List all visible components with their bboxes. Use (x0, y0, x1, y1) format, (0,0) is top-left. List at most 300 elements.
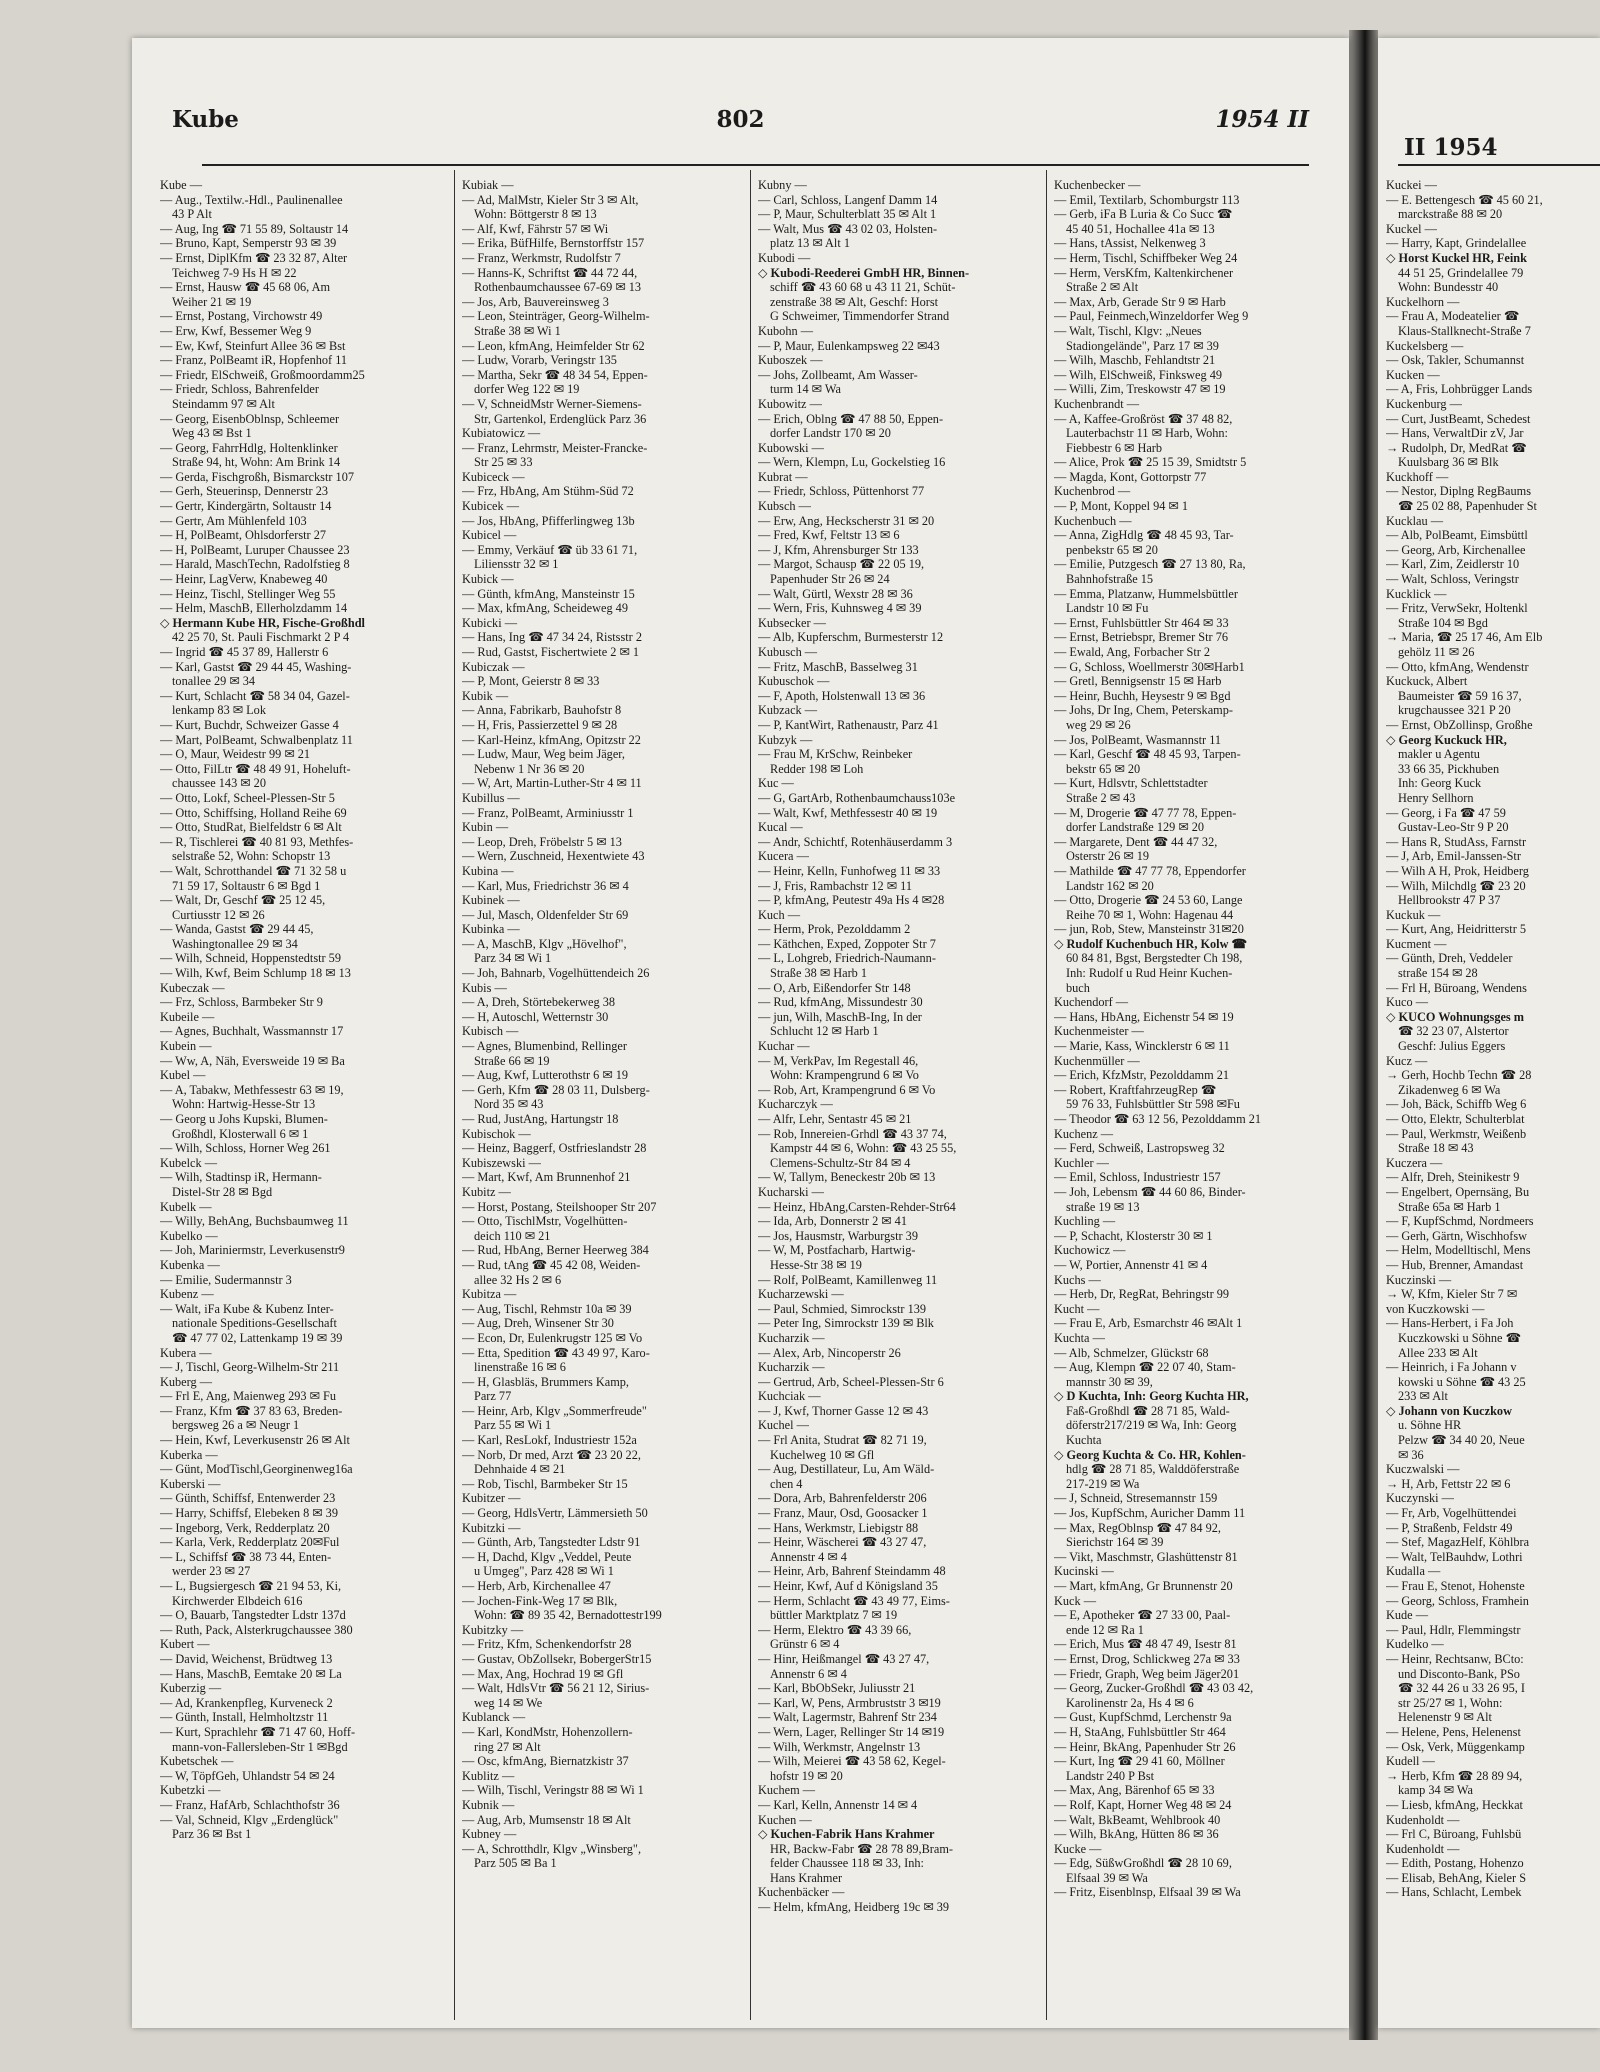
directory-entry-line: — Franz, PolBeamt, Arminiusstr 1 (462, 805, 634, 820)
directory-entry-line: — Friedr, Schloss, Püttenhorst 77 (758, 484, 925, 499)
name-heading: Kuc — (758, 776, 794, 791)
directory-entry-line: — Herm, Elektro ☎ 43 39 66, (758, 1622, 912, 1637)
name-heading: Kubuschok — (758, 674, 830, 689)
directory-entry-line: Osterstr 26 ✉ 19 (1066, 849, 1150, 864)
directory-entry-line: — Walt, HdlsVtr ☎ 56 21 12, Sirius- (462, 1681, 650, 1696)
directory-entry-line: — Franz, Kfm ☎ 37 83 63, Breden- (160, 1403, 343, 1418)
directory-entry-line: — Heinr, Wäscherei ☎ 43 27 47, (758, 1535, 927, 1550)
directory-entry-line: Liliensstr 32 ✉ 1 (474, 557, 559, 572)
directory-entry-line: u. Söhne HR (1398, 1418, 1462, 1433)
directory-entry-line: — jun, Wilh, MaschB-Ing, In der (758, 1009, 922, 1024)
directory-entry-line: — Hans, Werkmstr, Liebigstr 88 (758, 1520, 919, 1535)
name-heading: Kudelko — (1386, 1637, 1444, 1652)
directory-entry-line: — Etta, Spedition ☎ 43 49 97, Karo- (462, 1345, 650, 1360)
name-heading: Kuckhoff — (1386, 469, 1449, 484)
directory-entry-line: — Paul, Hdlr, Flemmingstr (1386, 1622, 1521, 1637)
directory-entry-line: — Hans R, StudAss, Farnstr (1386, 834, 1527, 849)
directory-entry-line: — Emma, Platzanw, Hummelsbüttler (1054, 586, 1238, 601)
directory-entry-line: deich 110 ✉ 21 (474, 1228, 551, 1243)
name-heading: Kuckel — (1386, 221, 1437, 236)
directory-entry-line: Gustav-Leo-Str 9 P 20 (1398, 820, 1509, 835)
directory-entry-line: — Heinr, Buchh, Heysestr 9 ✉ Bgd (1054, 688, 1231, 703)
directory-entry-line: — Herb, Dr, RegRat, Behringstr 99 (1054, 1287, 1230, 1302)
directory-entry-line: — Gertr, Am Mühlenfeld 103 (160, 513, 307, 528)
directory-entry-line: — Wilh, ElSchweiß, Finksweg 49 (1054, 367, 1223, 382)
directory-entry-line: Hesse-Str 38 ✉ 19 (770, 1257, 862, 1272)
name-heading: Kublitz — (462, 1768, 515, 1783)
directory-entry-line: — Wilh, Stadtinsp iR, Hermann- (160, 1170, 322, 1185)
directory-entry-line: Washingtonallee 29 ✉ 34 (172, 936, 298, 951)
directory-entry-line: — Anna, Fabrikarb, Bauhofstr 8 (462, 703, 622, 718)
directory-entry-line: Weiher 21 ✉ 19 (172, 294, 252, 309)
directory-entry-line: — Frau M, KrSchw, Reinbeker (758, 747, 913, 762)
directory-entry-line: Straße 94, ht, Wohn: Am Brink 14 (172, 455, 341, 470)
directory-entry-line: — Alfr, Dreh, Steinikestr 9 (1386, 1170, 1520, 1185)
page-header (172, 96, 1309, 136)
directory-entry-line: — Gretl, Bennigsenstr 15 ✉ Harb (1054, 674, 1222, 689)
directory-entry-line: — Fr, Arb, Vogelhüttendei (1386, 1506, 1517, 1521)
directory-entry-line: — Paul, Werkmstr, Weißenb (1386, 1126, 1527, 1141)
directory-entry-line: — Hans, Schlacht, Lembek (1386, 1885, 1522, 1900)
directory-entry-line: — Emil, Textilarb, Schomburgstr 113 (1054, 192, 1240, 207)
name-heading: Kubny — (758, 178, 807, 192)
directory-entry-line: — Kurt, Ing ☎ 29 41 60, Möllner (1054, 1754, 1225, 1769)
directory-entry-line: turm 14 ✉ Wa (770, 382, 841, 397)
directory-entry-line: Parz 77 (474, 1389, 512, 1404)
directory-entry-line: — Heinz, Baggerf, Ostfrieslandstr 28 (462, 1141, 647, 1156)
name-heading: Kuchciak — (758, 1389, 821, 1404)
directory-entry-line: — Hanns-K, Schriftst ☎ 44 72 44, (462, 265, 638, 280)
directory-entry-line: büttler Marktplatz 7 ✉ 19 (770, 1608, 898, 1623)
directory-entry-line: — Edg, SüßwGroßhdl ☎ 28 10 69, (1054, 1856, 1232, 1871)
directory-entry-line: — Franz, Werkmstr, Rudolfstr 7 (462, 250, 621, 265)
directory-entry-line: — Rud, tAng ☎ 45 42 08, Weiden- (462, 1257, 641, 1272)
directory-entry-line: — Otto, TischlMstr, Vogelhütten- (462, 1214, 628, 1229)
name-heading: Kubiceck — (462, 469, 525, 484)
directory-entry-line: 44 51 25, Grindelallee 79 (1398, 265, 1524, 280)
directory-entry-line: — Max, Ang, Hochrad 19 ✉ Gfl (462, 1666, 624, 1681)
directory-entry-line: Wohn: Bundesstr 40 (1398, 280, 1499, 295)
directory-entry-line: — Emmy, Verkäuf ☎ üb 33 61 71, (462, 542, 638, 557)
directory-entry-line: — Günth, Arb, Tangstedter Ldstr 91 (462, 1535, 641, 1550)
name-heading: Kubowski — (758, 440, 824, 455)
directory-entry-line: Parz 34 ✉ Wi 1 (474, 951, 552, 966)
directory-entry-line: — Horst, Postang, Steilshooper Str 207 (462, 1199, 657, 1214)
directory-entry-line: — Harald, MaschTechn, Radolfstieg 8 (160, 557, 350, 572)
name-heading: Kubnik — (462, 1797, 515, 1812)
name-heading: Kuberski — (160, 1476, 221, 1491)
directory-entry-line: — Mart, PolBeamt, Schwalbenplatz 11 (160, 732, 353, 747)
directory-entry-line: — Rud, JustAng, Hartungstr 18 (462, 1112, 619, 1126)
directory-entry-line: Clemens-Schultz-Str 84 ✉ 4 (770, 1155, 911, 1170)
name-heading: Kubelck — (160, 1155, 218, 1170)
name-heading: Kubetzki — (160, 1783, 221, 1798)
directory-entry-line: — Gertrud, Arb, Scheel-Plessen-Str 6 (758, 1374, 944, 1389)
directory-entry-line: 71 59 17, Soltaustr 6 ✉ Bgd 1 (172, 878, 321, 893)
directory-entry-line: — Walt, Schloss, Veringstr (1386, 572, 1519, 587)
directory-entry-line: bergsweg 26 a ✉ Neugr 1 (172, 1418, 300, 1433)
directory-entry-line: — Friedr, ElSchweiß, Großmoordamm25 (160, 367, 365, 382)
name-heading: Kucz — (1386, 1053, 1428, 1068)
name-heading: Kuckelhorn — (1386, 294, 1460, 309)
directory-entry-line: — Gertr, Kindergärtn, Soltaustr 14 (160, 499, 332, 514)
directory-entry-line: Baumeister ☎ 59 16 37, (1398, 688, 1522, 703)
directory-entry-line: — Hans-Herbert, i Fa Joh (1386, 1316, 1514, 1331)
directory-entry-line: Allee 233 ✉ Alt (1398, 1345, 1478, 1360)
directory-entry-line: — O, Arb, Eißendorfer Str 148 (758, 980, 911, 995)
directory-entry-line: ◇ Kuchen-Fabrik Hans Krahmer (758, 1827, 935, 1842)
name-heading: Kubelko — (160, 1228, 218, 1243)
directory-entry-line: — Frl C, Büroang, Fuhlsbü (1386, 1827, 1522, 1842)
directory-entry-line: — Gerda, Fischgroßh, Bismarckstr 107 (160, 469, 354, 484)
directory-entry-line: — Joh, Bahnarb, Vogelhüttendeich 26 (462, 966, 650, 981)
directory-entry-line: — Karl, Mus, Friedrichstr 36 ✉ 4 (462, 878, 629, 893)
name-heading: Kudell — (1386, 1754, 1435, 1769)
directory-entry-line: ☎ 32 44 26 u 33 26 95, I (1398, 1681, 1526, 1696)
directory-entry-line: Wohn: ☎ 89 35 42, Bernadottestr199 (474, 1608, 662, 1623)
name-heading: Kuchenbuch — (1054, 513, 1132, 528)
name-heading: Kubik — (462, 688, 509, 703)
name-heading: Kubrat — (758, 469, 808, 484)
directory-entry-line: — J, Kwf, Thorner Gasse 12 ✉ 43 (758, 1403, 929, 1418)
name-heading: Kuckenburg — (1386, 396, 1462, 411)
directory-entry-line: — Curt, JustBeamt, Schedest (1386, 411, 1531, 426)
directory-entry-line: Parz 505 ✉ Ba 1 (474, 1856, 557, 1871)
directory-entry-line: — Jochen-Fink-Weg 17 ✉ Blk, (462, 1593, 618, 1608)
directory-entry-line: Straße 2 ✉ Alt (1066, 280, 1139, 295)
directory-entry-line: krugchaussee 321 P 20 (1398, 703, 1511, 718)
directory-entry-line: Hellbrookstr 47 P 37 (1398, 893, 1501, 908)
name-heading: Kude — (1386, 1608, 1429, 1623)
directory-entry-line: → Gerh, Hochb Techn ☎ 28 (1386, 1068, 1532, 1083)
directory-entry-line: — Ernst, DiplKfm ☎ 23 32 87, Alter (160, 250, 348, 265)
directory-entry-line: — Frau E, Stenot, Hohenste (1386, 1579, 1525, 1593)
directory-entry-line: Faß-Großhdl ☎ 28 71 85, Wald- (1066, 1403, 1230, 1418)
name-heading: Kuchen — (758, 1812, 812, 1827)
name-heading: Kucharski — (758, 1184, 824, 1199)
directory-entry-line: — Rud, kfmAng, Missundestr 30 (758, 995, 923, 1010)
directory-entry-line: → Herb, Kfm ☎ 28 89 94, (1386, 1768, 1523, 1783)
name-heading: Kucment — (1386, 936, 1447, 951)
directory-entry-line: — Rolf, Kapt, Horner Weg 48 ✉ 24 (1054, 1797, 1232, 1812)
directory-entry-line: Steindamm 97 ✉ Alt (172, 396, 275, 411)
directory-entry-line: — Wern, Klempn, Lu, Gockelstieg 16 (758, 455, 946, 470)
directory-entry-line: — Ewald, Ang, Forbacher Str 2 (1054, 645, 1211, 659)
directory-entry-line: chen 4 (770, 1476, 803, 1491)
directory-entry-line: — Osk, Verk, Müggenkamp (1386, 1739, 1525, 1754)
name-heading: Kuckuk — (1386, 907, 1441, 922)
directory-entry-line: — Karl, BbObSekr, Juliusstr 21 (758, 1681, 916, 1696)
directory-entry-line: — Frl Anita, Studrat ☎ 82 71 19, (758, 1433, 927, 1448)
directory-entry-line: — P, Schacht, Klosterstr 30 ✉ 1 (1054, 1228, 1213, 1243)
name-heading: Kuberka — (160, 1447, 218, 1462)
directory-entry-line: — W, M, Postfacharb, Hartwig- (758, 1243, 916, 1258)
directory-entry-line: — Ernst, ObZollinsp, Großhe (1386, 717, 1533, 732)
name-heading: Kubick — (462, 572, 514, 587)
directory-entry-line: ✉ 36 (1398, 1447, 1424, 1462)
directory-entry-line: — Walt, Kwf, Methfessestr 40 ✉ 19 (758, 805, 938, 820)
directory-entry-line: Landstr 10 ✉ Fu (1066, 601, 1149, 616)
directory-entry-line: — H, Dachd, Klgv „Veddel, Peute (462, 1549, 632, 1564)
directory-entry-line: Nebenw 1 Nr 36 ✉ 20 (474, 761, 585, 776)
header-rule (202, 164, 1309, 166)
name-heading: Kublanck — (462, 1710, 526, 1725)
directory-entry-line: — Ew, Kwf, Steinfurt Allee 36 ✉ Bst (160, 338, 346, 353)
directory-entry-line: Papenhuder Str 26 ✉ 24 (770, 572, 890, 587)
directory-entry-line: — Walt, Gürtl, Wexstr 28 ✉ 36 (758, 586, 913, 601)
directory-entry-line: ◇ Kubodi-Reederei GmbH HR, Binnen- (758, 265, 970, 280)
directory-entry-line: — Frz, HbAng, Am Stühm-Süd 72 (462, 484, 634, 499)
directory-entry-line: — Johs, Dr Ing, Chem, Peterskamp- (1054, 703, 1233, 718)
directory-entry-line: — Agnes, Blumenbind, Rellinger (462, 1039, 627, 1054)
directory-entry-line: — A, Kaffee-Großröst ☎ 37 48 82, (1054, 411, 1233, 426)
directory-entry-line: Hans Krahmer (770, 1870, 843, 1885)
name-heading: Kubeczak — (160, 980, 225, 995)
directory-entry-line: ende 12 ✉ Ra 1 (1066, 1622, 1144, 1637)
directory-entry-line: — Emilie, Sudermannstr 3 (160, 1272, 292, 1287)
directory-entry-line: Dehnhaide 4 ✉ 21 (474, 1462, 566, 1477)
directory-entry-line: — Heinr, LagVerw, Knabeweg 40 (160, 572, 328, 587)
directory-entry-line: — Aug, Tischl, Rehmstr 10a ✉ 39 (462, 1301, 632, 1316)
directory-entry-line: — Walt, Tischl, Klgv: „Neues (1054, 323, 1202, 338)
name-heading: Kuczinski — (1386, 1272, 1452, 1287)
directory-entry-line: — Otto, Elektr, Schulterblat (1386, 1112, 1525, 1126)
name-heading: Kubitzky — (462, 1622, 524, 1637)
directory-entry-line: — Aug, Kwf, Lutterothstr 6 ✉ 19 (462, 1068, 629, 1083)
directory-entry-line: lenkamp 83 ✉ Lok (172, 703, 266, 718)
name-heading: Kucklick — (1386, 586, 1447, 601)
directory-entry-line: — Walt, TelBauhdw, Lothri (1386, 1549, 1523, 1564)
name-heading: Kuczwalski — (1386, 1462, 1460, 1477)
directory-entry-line: — Aug, Klempn ☎ 22 07 40, Stam- (1054, 1360, 1236, 1375)
directory-column-2 (462, 178, 747, 2018)
directory-entry-line: — Wilh, Schneid, Hoppenstedtstr 59 (160, 951, 341, 966)
name-heading: Kubiczak — (462, 659, 525, 674)
directory-entry-line: — Erich, Oblng ☎ 47 88 50, Eppen- (758, 411, 944, 426)
directory-entry-line: — Econ, Dr, Eulenkrugstr 125 ✉ Vo (462, 1330, 643, 1345)
directory-entry-line: — Jos, Hausmstr, Warburgstr 39 (758, 1228, 918, 1243)
name-heading: Kubodi — (758, 250, 811, 265)
directory-entry-line: — J, Kfm, Ahrensburger Str 133 (758, 542, 919, 557)
name-heading: Kubitzer — (462, 1491, 521, 1506)
directory-entry-line: Distel-Str 28 ✉ Bgd (172, 1184, 273, 1199)
name-heading: Kuckei — (1386, 178, 1437, 192)
name-heading: Kubeile — (160, 1009, 215, 1024)
directory-entry-line: — Wilh, Schloss, Horner Weg 261 (160, 1141, 331, 1156)
directory-entry-line: — H, Glasbläs, Brummers Kamp, (462, 1374, 630, 1389)
directory-entry-line: — Max, kfmAng, Scheideweg 49 (462, 601, 628, 616)
directory-entry-line: hdlg ☎ 28 71 85, Walddöferstraße (1066, 1462, 1240, 1477)
directory-entry-line: — Karl, Zim, Zeidlerstr 10 (1386, 557, 1520, 572)
directory-entry-line: Parz 55 ✉ Wi 1 (474, 1418, 552, 1433)
directory-entry-line: zenstraße 38 ✉ Alt, Geschf: Horst (770, 294, 939, 309)
name-heading: Kuchling — (1054, 1214, 1116, 1229)
directory-entry-line: — Wilh, Maschb, Fehlandtstr 21 (1054, 353, 1216, 368)
directory-entry-line: Straße 66 ✉ 19 (474, 1053, 550, 1068)
directory-entry-line: — Karl, Kelln, Annenstr 14 ✉ 4 (758, 1797, 918, 1812)
directory-entry-line: — Karl-Heinz, kfmAng, Opitzstr 22 (462, 732, 641, 747)
directory-entry-line: — Herm, Prok, Pezolddamm 2 (758, 922, 911, 937)
directory-entry-line: 42 25 70, St. Pauli Fischmarkt 2 P 4 (172, 630, 350, 645)
name-heading: Kubinek — (462, 893, 520, 908)
directory-entry-line: — Paul, Feinmech,Winzeldorfer Weg 9 (1054, 309, 1249, 324)
directory-entry-line: Pelzw ☎ 34 40 20, Neue (1398, 1433, 1525, 1448)
directory-entry-line: Rothenbaumchaussee 67-69 ✉ 13 (474, 280, 642, 295)
name-heading: Kuczera — (1386, 1155, 1443, 1170)
name-heading: Kuberg — (160, 1374, 213, 1389)
name-heading: Kucht — (1054, 1301, 1100, 1316)
directory-entry-line: Kirchwerder Elbdeich 616 (172, 1593, 303, 1608)
directory-entry-line: — Ingrid ☎ 45 37 89, Hallerstr 6 (160, 645, 329, 659)
name-heading: Kubiszewski — (462, 1155, 541, 1170)
name-heading: Kuchowicz — (1054, 1243, 1126, 1258)
directory-entry-line: — Agnes, Buchhalt, Wassmannstr 17 (160, 1024, 344, 1039)
directory-entry-line: — H, PolBeamt, Luruper Chaussee 23 (160, 542, 350, 557)
directory-entry-line: — P, Maur, Eulenkampsweg 22 ✉43 (758, 338, 940, 353)
name-heading: Kubina — (462, 863, 514, 878)
directory-entry-line: — J, Arb, Emil-Janssen-Str (1386, 849, 1521, 864)
directory-entry-line: — H, StaAng, Fuhlsbüttler Str 464 (1054, 1724, 1226, 1739)
name-heading: Kubenz — (160, 1287, 214, 1302)
directory-entry-line: — L, Schiffsf ☎ 38 73 44, Enten- (160, 1549, 332, 1564)
directory-entry-line: — Karl, KondMstr, Hohenzollern- (462, 1724, 633, 1739)
directory-entry-line: dorfer Landstraße 129 ✉ 20 (1066, 820, 1205, 835)
directory-entry-line: — Vikt, Maschmstr, Glashüttenstr 81 (1054, 1549, 1238, 1564)
directory-entry-line: — P, kfmAng, Peutestr 49a Hs 4 ✉28 (758, 893, 945, 908)
directory-entry-line: Curtiusstr 12 ✉ 26 (172, 907, 265, 922)
directory-entry-line: — Ingeborg, Verk, Redderplatz 20 (160, 1520, 330, 1535)
directory-entry-line: — Ludw, Vorarb, Veringstr 135 (462, 353, 617, 368)
directory-entry-line: — Harry, Schiffsf, Elebeken 8 ✉ 39 (160, 1506, 338, 1521)
directory-entry-line: — Alex, Arb, Nincoperstr 26 (758, 1345, 901, 1360)
directory-entry-line: — Heinr, Kwf, Auf d Königsland 35 (758, 1579, 938, 1593)
directory-entry-line: — Martha, Sekr ☎ 48 34 54, Eppen- (462, 367, 648, 382)
directory-entry-line: Wohn: Böttgerstr 8 ✉ 13 (474, 207, 597, 222)
directory-entry-line: nationale Speditions-Gesellschaft (172, 1316, 337, 1331)
name-heading: Kucharzik — (758, 1330, 825, 1345)
directory-entry-line: — Robert, KraftfahrzeugRep ☎ (1054, 1082, 1217, 1097)
name-heading: Kucinski — (1054, 1564, 1114, 1579)
directory-column-3 (758, 178, 1043, 2018)
name-heading: Kuchenbecker — (1054, 178, 1141, 192)
directory-entry-line: und Disconto-Bank, PSo (1398, 1666, 1520, 1681)
directory-entry-line: — Wilh, Milchdlg ☎ 23 20 (1386, 878, 1526, 893)
name-heading: Kudenholdt — (1386, 1812, 1460, 1827)
directory-entry-line: — P, Straßenb, Feldstr 49 (1386, 1520, 1513, 1535)
directory-entry-line: — Aug, Destillateur, Lu, Am Wäld- (758, 1462, 935, 1477)
directory-entry-line: Sierichstr 164 ✉ 39 (1066, 1535, 1164, 1550)
directory-entry-line: — Karla, Verk, Redderplatz 20✉Ful (160, 1535, 340, 1550)
name-heading: Kuchta — (1054, 1330, 1105, 1345)
name-heading: Kubin — (462, 820, 509, 835)
directory-entry-line: — Ruth, Pack, Alsterkrugchaussee 380 (160, 1622, 353, 1637)
name-heading: Kucklau — (1386, 513, 1444, 528)
directory-entry-line: Kampstr 44 ✉ 6, Wohn: ☎ 43 25 55, (770, 1141, 957, 1156)
name-heading: Kuchem — (758, 1783, 816, 1798)
directory-entry-line: Redder 198 ✉ Loh (770, 761, 864, 776)
directory-entry-line: Helenenstr 9 ✉ Alt (1398, 1710, 1492, 1725)
name-heading: Kucharczyk — (758, 1097, 833, 1112)
directory-entry-line: — Anna, ZigHdlg ☎ 48 45 93, Tar- (1054, 528, 1234, 543)
directory-entry-line: — Rud, Gastst, Fischertwiete 2 ✉ 1 (462, 645, 639, 659)
directory-entry-line: — Ernst, Drog, Schlickweg 27a ✉ 33 (1054, 1651, 1240, 1666)
directory-entry-line: Straße 38 ✉ Harb 1 (770, 966, 868, 981)
directory-entry-line: — Karl, Geschf ☎ 48 45 93, Tarpen- (1054, 747, 1241, 762)
directory-entry-line: — L, Bugsiergesch ☎ 21 94 53, Ki, (160, 1579, 342, 1593)
directory-entry-line: mannstr 30 ✉ 39, (1066, 1374, 1153, 1389)
directory-entry-line: 60 84 81, Bgst, Bergstedter Ch 198, (1066, 951, 1243, 966)
name-heading: Kucken — (1386, 367, 1440, 382)
directory-entry-line: linenstraße 16 ✉ 6 (474, 1360, 566, 1375)
directory-entry-line: chaussee 143 ✉ 20 (172, 776, 266, 791)
directory-entry-line: — Gerh, Steuerinsp, Dennerstr 23 (160, 484, 329, 499)
name-heading: Kuchenbrod — (1054, 484, 1131, 499)
directory-entry-line: — P, KantWirt, Rathenaustr, Parz 41 (758, 717, 939, 732)
name-heading: Kubsecker — (758, 615, 826, 630)
directory-entry-line: kamp 34 ✉ Wa (1398, 1783, 1473, 1798)
directory-entry-line: ◇ Horst Kuckel HR, Feink (1386, 250, 1527, 265)
name-heading: Kudenholdt — (1386, 1841, 1460, 1856)
name-heading: Kubicki — (462, 615, 517, 630)
directory-entry-line: — Wilh A H, Prok, Heidberg (1386, 863, 1529, 878)
directory-entry-line: — Jos, HbAng, Pfifferlingweg 13b (462, 513, 635, 528)
directory-entry-line: — Herm, VersKfm, Kaltenkirchener (1054, 265, 1234, 280)
name-heading: Kubera — (160, 1345, 212, 1360)
directory-entry-line: — Edith, Postang, Hohenzo (1386, 1856, 1524, 1871)
name-heading: Kuchenbrandt — (1054, 396, 1140, 411)
directory-entry-line: tonallee 29 ✉ 34 (172, 674, 256, 689)
directory-entry-line: — V, SchneidMstr Werner-Siemens- (462, 396, 642, 411)
directory-entry-line: Lauterbachstr 11 ✉ Harb, Wohn: (1066, 426, 1228, 441)
directory-entry-line: — Fritz, Eisenblnsp, Elfsaal 39 ✉ Wa (1054, 1885, 1241, 1900)
directory-entry-line: kowski u Söhne ☎ 43 25 (1398, 1374, 1526, 1389)
directory-entry-line: — Otto, StudRat, Bielfeldstr 6 ✉ Alt (160, 820, 342, 835)
directory-entry-line: — jun, Rob, Stew, Mansteinstr 31✉20 (1054, 922, 1244, 937)
directory-entry-line: — Heinr, Arb, Klgv „Sommerfreude" (462, 1403, 647, 1418)
directory-entry-line: — Otto, Drogerie ☎ 24 53 60, Lange (1054, 893, 1243, 908)
directory-entry-line: — Georg, EisenbOblnsp, Schleemer (160, 411, 340, 426)
directory-entry-line: — Otto, kfmAng, Wendenstr (1386, 659, 1529, 674)
directory-entry-line: — Georg, Schloss, Framhein (1386, 1593, 1529, 1608)
directory-entry-line: — Willy, BehAng, Buchsbaumweg 11 (160, 1214, 349, 1229)
directory-entry-line: 59 76 33, Fuhlsbüttler Str 598 ✉Fu (1066, 1097, 1240, 1112)
directory-entry-line: straße 19 ✉ 13 (1066, 1199, 1140, 1214)
directory-entry-line: — Emil, Schloss, Industriestr 157 (1054, 1170, 1221, 1185)
directory-entry-line: — G, GartArb, Rothenbaumchauss103e (758, 790, 956, 805)
name-heading: Kuchs — (1054, 1272, 1101, 1287)
directory-entry-line: — Hein, Kwf, Leverkusenstr 26 ✉ Alt (160, 1433, 350, 1448)
name-heading: Kuchenmeister — (1054, 1024, 1144, 1039)
directory-entry-line: — Heinz, Tischl, Stellinger Weg 55 (160, 586, 336, 601)
name-heading: Kubicek — (462, 499, 520, 514)
name-heading: Kucke — (1054, 1841, 1102, 1856)
directory-entry-line: — Rob, Art, Krampengrund 6 ✉ Vo (758, 1082, 936, 1097)
directory-entry-line: → Rudolph, Dr, MedRat ☎ (1386, 440, 1527, 455)
directory-entry-line: — Otto, Schiffsing, Holland Reihe 69 (160, 805, 347, 820)
directory-entry-line: — Fred, Kwf, Feltstr 13 ✉ 6 (758, 528, 900, 543)
directory-entry-line: — F, Apoth, Holstenwall 13 ✉ 36 (758, 688, 926, 703)
directory-entry-line: Annenstr 4 ✉ 4 (770, 1549, 847, 1564)
directory-entry-line: — Norb, Dr med, Arzt ☎ 23 20 22, (462, 1447, 641, 1462)
name-heading: Kubiatowicz — (462, 426, 541, 441)
directory-entry-line: — Emilie, Putzgesch ☎ 27 13 80, Ra, (1054, 557, 1246, 572)
directory-entry-line: str 25/27 ✉ 1, Wohn: (1398, 1695, 1503, 1710)
directory-entry-line: 217-219 ✉ Wa (1066, 1476, 1140, 1491)
directory-entry-line: — A, Dreh, Störtebekerweg 38 (462, 995, 615, 1010)
directory-entry-line: — Georg, FahrrHdlg, Holtenklinker (160, 440, 338, 455)
directory-entry-line: ☎ 32 23 07, Alstertor (1398, 1024, 1509, 1039)
directory-entry-line: felder Chaussee 118 ✉ 33, Inh: (770, 1856, 924, 1871)
